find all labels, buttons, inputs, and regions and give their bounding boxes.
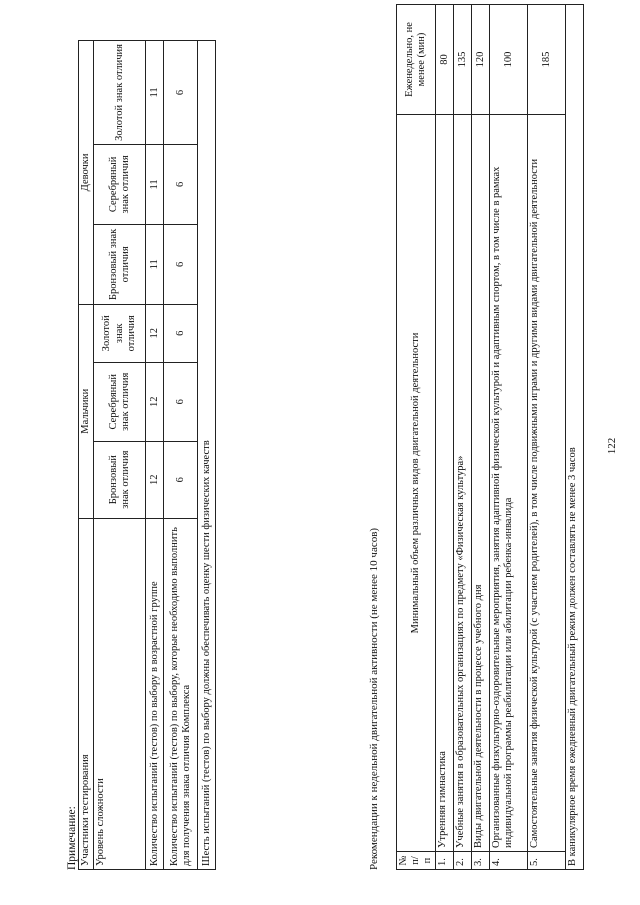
col-num-header: № п/п (397, 852, 436, 870)
row-activity: Виды двигательной деятельности в процессе учебного дня (472, 114, 490, 851)
row-activity: Организованные физкультурно-оздоровительные мероприятия, занятия адаптивной физической культурой и адаптивным спортом, в том числе в рамках индивидуальной программы реабилитации или абилитации ребенка-инвалида (490, 114, 528, 851)
table-row (472, 5, 490, 870)
row-num: 2. (454, 852, 472, 870)
table-row (454, 5, 472, 870)
row-minutes: 120 (472, 5, 490, 115)
table-row (146, 41, 164, 870)
cell: 6 (164, 304, 198, 362)
table-row (164, 41, 198, 870)
badge-header: Серебряный знак отличия (94, 362, 146, 441)
row-minutes: 135 (454, 5, 472, 115)
badge-header: Серебряный знак отличия (94, 144, 146, 224)
badge-header: Золотой знак отличия (94, 304, 146, 362)
cell: 12 (146, 304, 164, 362)
cell: 11 (146, 224, 164, 304)
boys-label: Мальчики (79, 304, 94, 518)
row-num: 3. (472, 852, 490, 870)
cell: 11 (146, 144, 164, 224)
recommendations-caption: Рекомендации к недельной двигательной активности (не менее 10 часов) (368, 527, 380, 870)
col-weekly-header: Еженедельно, не менее (мин) (397, 5, 436, 115)
cell: 11 (146, 41, 164, 145)
cell: 6 (164, 224, 198, 304)
row-num: 5. (528, 852, 566, 870)
row-minutes: 80 (436, 5, 454, 115)
cell: 12 (146, 441, 164, 518)
row-minutes: 185 (528, 5, 566, 115)
cell: 6 (164, 362, 198, 441)
badge-header: Бронзовый знак отличия (94, 224, 146, 304)
row-activity: Утренняя гимнастика (436, 114, 454, 851)
footer-text: В каникулярное время ежедневный двигательный режим должен составлять не менее 3 часов (566, 5, 584, 870)
note-label: Примечание: (66, 806, 78, 870)
table-footnote: Шесть испытаний (тестов) по выбору должны обеспечивать оценку шести физических качеств (198, 41, 216, 870)
activity-table (396, 4, 584, 870)
girls-label: Девочки (79, 41, 94, 305)
row-minutes: 100 (490, 5, 528, 115)
page-number: 122 (606, 437, 618, 455)
row-activity: Учебные занятия в образовательных организациях по предмету «Физическая культура» (454, 114, 472, 851)
col-activity-header: Минимальный объем различных видов двигательной деятельности (397, 114, 436, 851)
row-num: 4. (490, 852, 528, 870)
row-label: Количество испытаний (тестов) по выбору в возрастной группе (146, 518, 164, 869)
cell: 12 (146, 362, 164, 441)
table-row (490, 5, 528, 870)
badge-header: Бронзовый знак отличия (94, 441, 146, 518)
participants-label: Участники тестирования (79, 518, 94, 869)
cell: 6 (164, 441, 198, 518)
badge-header: Золотой знак отличия (94, 41, 146, 145)
table-row (436, 5, 454, 870)
difficulty-label: Уровень сложности (94, 518, 146, 869)
table-row (528, 5, 566, 870)
row-num: 1. (436, 852, 454, 870)
row-activity: Самостоятельные занятия физической культурой (с участием родителей), в том числе подвижными играми и другими видами двигательной деятельности (528, 114, 566, 851)
testing-table (78, 40, 216, 870)
cell: 6 (164, 41, 198, 145)
row-label: Количество испытаний (тестов) по выбору, которые необходимо выполнить для получения знака отличия Комплекса (164, 518, 198, 869)
cell: 6 (164, 144, 198, 224)
